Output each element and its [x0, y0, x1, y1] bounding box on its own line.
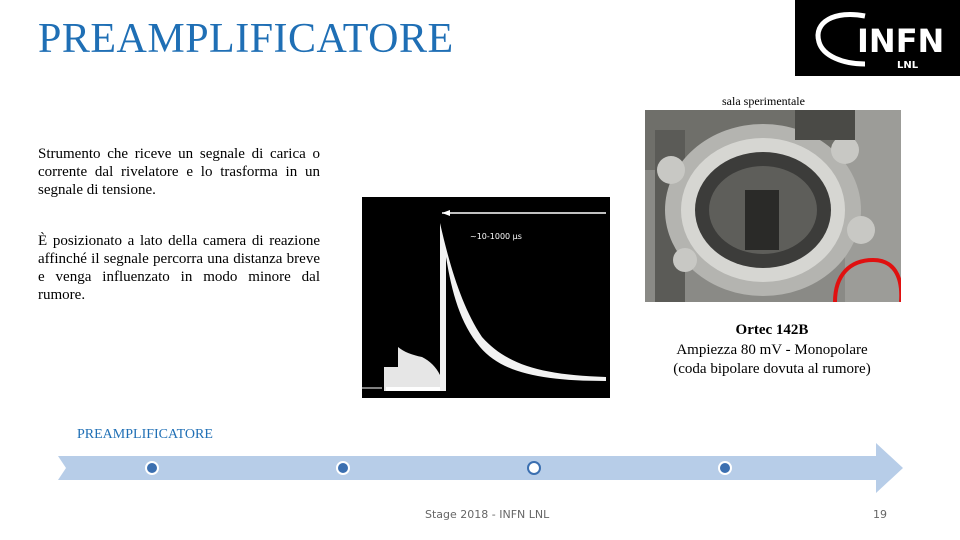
logo-subtext: LNL — [897, 60, 919, 71]
oscilloscope-time-label: ~10-1000 µs — [470, 232, 522, 241]
timeline-point-4 — [719, 462, 731, 474]
logo-text: INFN — [857, 22, 945, 60]
photo-caption: sala sperimentale — [722, 94, 805, 108]
page-number: 19 — [873, 508, 887, 521]
slide-title: PREAMPLIFICATORE — [38, 16, 454, 62]
experimental-room-photo — [645, 110, 901, 302]
timeline-point-3 — [528, 462, 540, 474]
infn-logo — [795, 0, 960, 76]
device-amplitude: Ampiezza 80 mV - Monopolare — [676, 341, 868, 358]
device-caption — [646, 321, 898, 380]
device-note: (coda bipolare dovuta al rumore) — [673, 361, 871, 377]
description-paragraph-2: È posizionato a lato della camera di reazione affinché il segnale percorra una distanza breve e venga influenzato in modo minore dal rumore. — [38, 233, 320, 303]
oscilloscope-trace-image — [362, 197, 610, 398]
timeline-point-2 — [337, 462, 349, 474]
description-paragraph-1: Strumento che riceve un segnale di carica o corrente dal rivelatore e lo trasforma in un segnale di tensione. — [38, 146, 320, 198]
progress-timeline — [58, 443, 903, 493]
footer-text: Stage 2018 - INFN LNL — [425, 508, 550, 521]
device-name: Ortec 142B — [735, 322, 809, 338]
timeline-label: PREAMPLIFICATORE — [77, 427, 213, 442]
timeline-point-1 — [146, 462, 158, 474]
timeline-arrow — [58, 443, 903, 493]
